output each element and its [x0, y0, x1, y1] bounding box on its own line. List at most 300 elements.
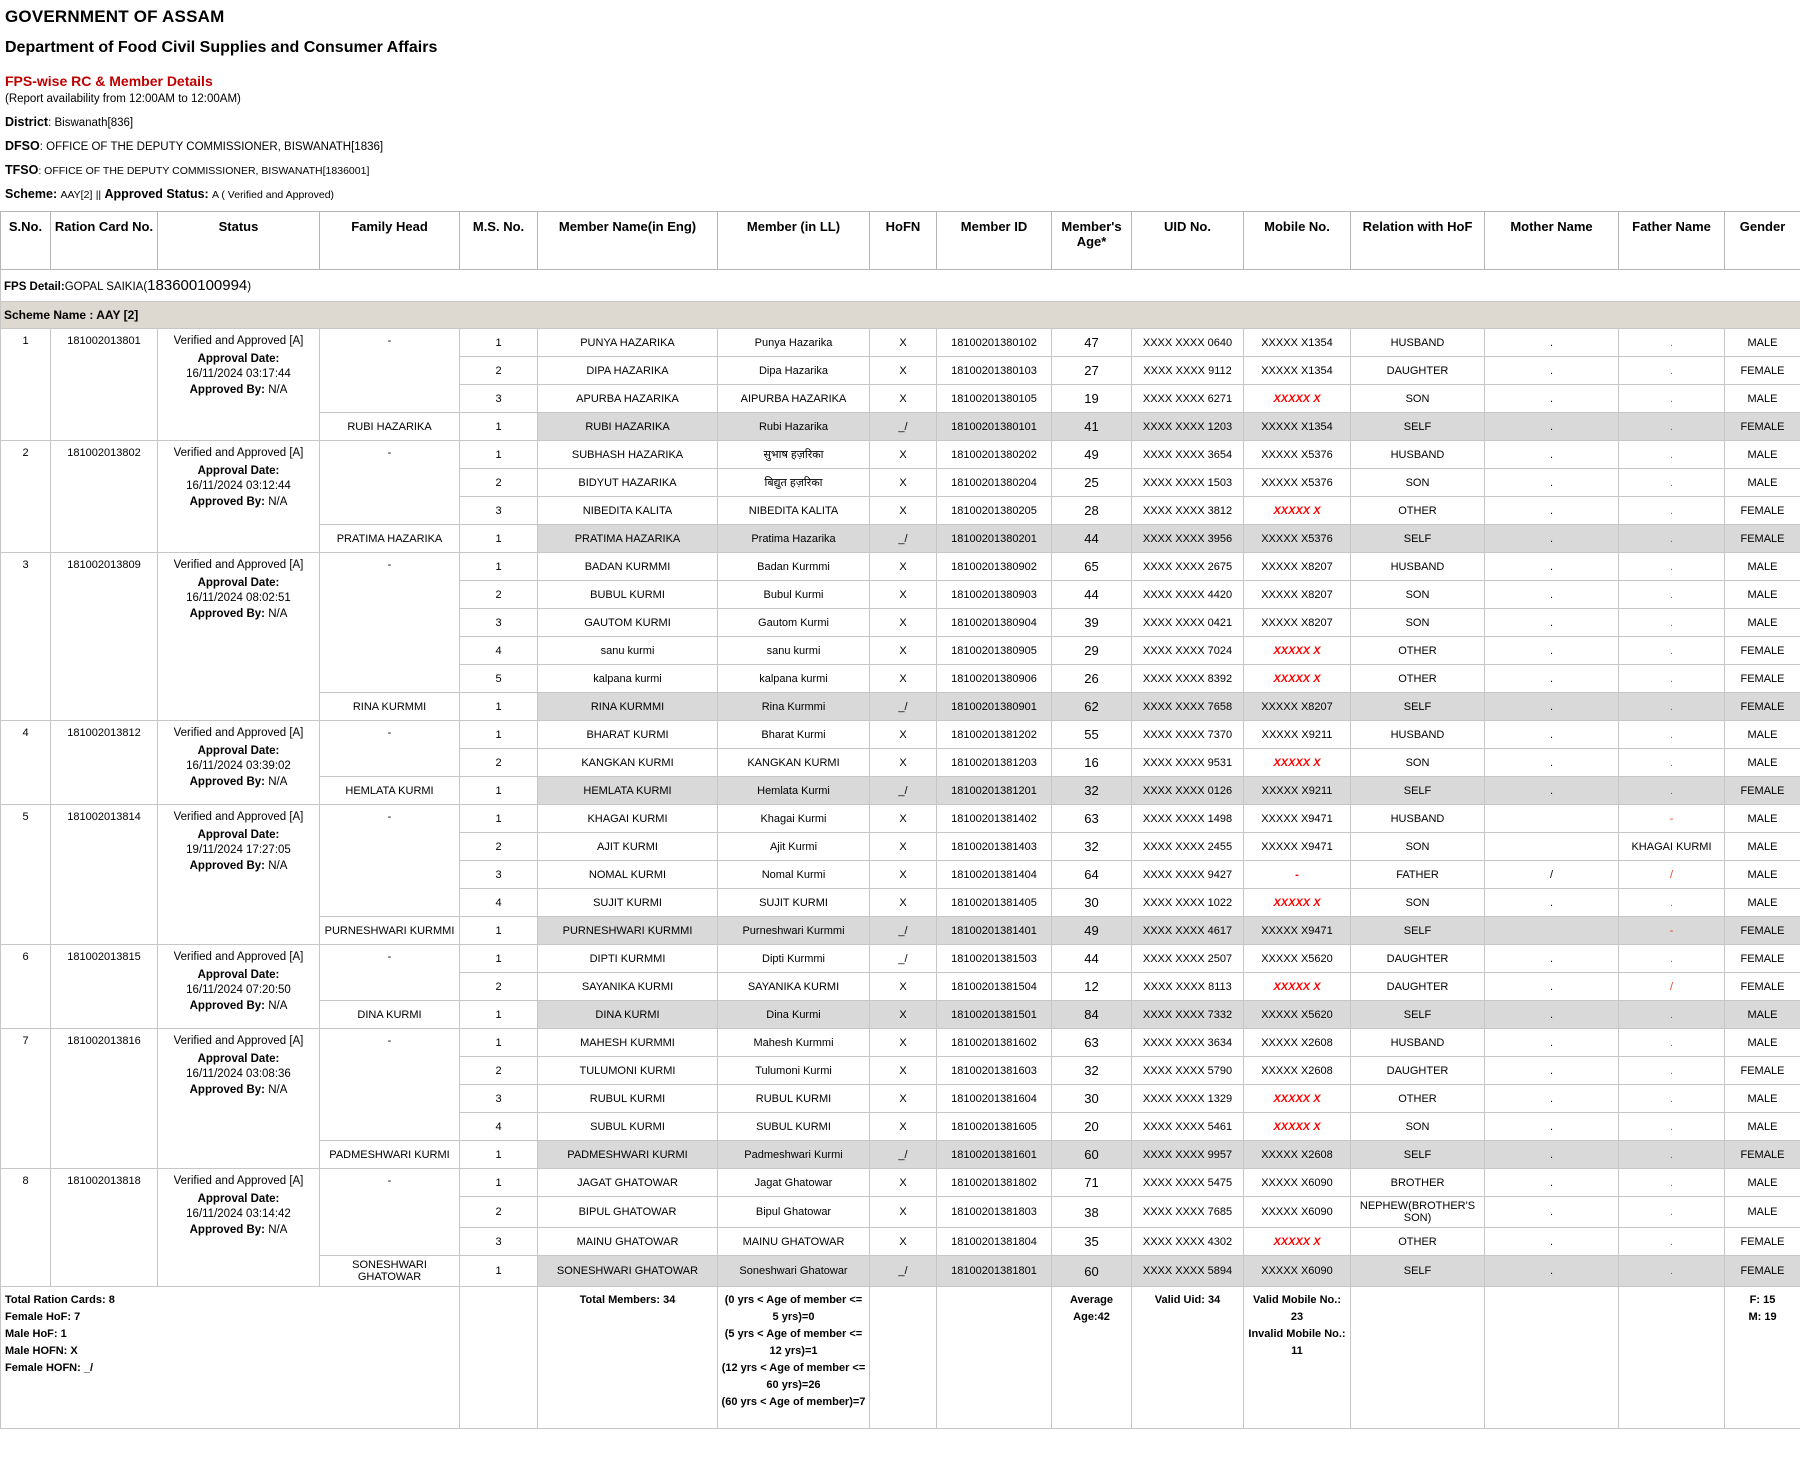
approved-by-label: Approved By: — [189, 495, 266, 508]
uid-cell: XXXX XXXX 9957 — [1132, 1141, 1244, 1169]
column-header-row — [1, 212, 1800, 270]
father-name-cell: . — [1619, 889, 1725, 917]
mother-name-cell: . — [1485, 413, 1619, 441]
relation-cell: SELF — [1351, 917, 1485, 945]
relation-cell: SELF — [1351, 1256, 1485, 1287]
mother-name-cell: . — [1485, 665, 1619, 693]
ration-card-cell: 181002013814 — [51, 805, 158, 945]
mother-name-cell: . — [1485, 1085, 1619, 1113]
column-header: Gender — [1725, 212, 1800, 270]
member-name-ll-cell: Rina Kurmmi — [718, 693, 870, 721]
member-id-cell: 18100201381401 — [937, 917, 1052, 945]
member-id-cell: 18100201380202 — [937, 441, 1052, 469]
member-name-ll-cell: बिद्युत हज़रिका — [718, 469, 870, 497]
gender-cell: MALE — [1725, 581, 1800, 609]
member-name-ll-cell: NIBEDITA KALITA — [718, 497, 870, 525]
scheme-value: AAY[2] — [60, 189, 93, 201]
father-name-cell: . — [1619, 665, 1725, 693]
member-row — [1, 1029, 1800, 1057]
family-head-cell: RUBI HAZARIKA — [320, 413, 460, 441]
relation-cell: FATHER — [1351, 861, 1485, 889]
tfso-line — [5, 163, 1800, 177]
column-header: Father Name — [1619, 212, 1725, 270]
msno-cell: 5 — [460, 665, 538, 693]
gender-cell: FEMALE — [1725, 497, 1800, 525]
approved-by-value: N/A — [268, 775, 288, 788]
relation-cell: SON — [1351, 889, 1485, 917]
approved-by-label: Approved By: — [189, 999, 266, 1012]
member-name-ll-cell: Nomal Kurmi — [718, 861, 870, 889]
family-head-cell: PURNESHWARI KURMMI — [320, 917, 460, 945]
sno-cell: 5 — [1, 805, 51, 945]
fps-name: GOPAL SAIKIA( — [64, 281, 148, 293]
father-name-cell: . — [1619, 469, 1725, 497]
summary-row — [1, 1287, 1800, 1429]
district-value: : Biswanath[836] — [48, 117, 134, 129]
dfso-value: : OFFICE OF THE DEPUTY COMMISSIONER, BISWANATH[1836] — [39, 141, 384, 153]
msno-cell: 2 — [460, 357, 538, 385]
mobile-cell: XXXXX X8207 — [1244, 553, 1351, 581]
gender-cell: MALE — [1725, 1197, 1800, 1228]
relation-cell: OTHER — [1351, 1228, 1485, 1256]
invalid-mobile-count: Invalid Mobile No.: 11 — [1248, 1328, 1346, 1358]
member-name-eng-cell: BIDYUT HAZARIKA — [538, 469, 718, 497]
msno-cell: 1 — [460, 329, 538, 357]
hofn-cell: X — [870, 1057, 937, 1085]
uid-cell: XXXX XXXX 5790 — [1132, 1057, 1244, 1085]
mobile-cell: XXXXX X5376 — [1244, 469, 1351, 497]
uid-cell: XXXX XXXX 5475 — [1132, 1169, 1244, 1197]
uid-cell: XXXX XXXX 0640 — [1132, 329, 1244, 357]
mobile-cell: XXXXX X9471 — [1244, 917, 1351, 945]
relation-cell: SON — [1351, 469, 1485, 497]
relation-cell: DAUGHTER — [1351, 1057, 1485, 1085]
member-age-cell: 65 — [1052, 553, 1132, 581]
relation-cell: SON — [1351, 581, 1485, 609]
member-age-cell: 62 — [1052, 693, 1132, 721]
hofn-cell: _/ — [870, 1141, 937, 1169]
average-age-cell: Average Age:42 — [1052, 1287, 1132, 1429]
member-name-eng-cell: HEMLATA KURMI — [538, 777, 718, 805]
father-name-cell: . — [1619, 637, 1725, 665]
gender-cell: MALE — [1725, 609, 1800, 637]
member-id-cell: 18100201381603 — [937, 1057, 1052, 1085]
father-name-cell: / — [1619, 973, 1725, 1001]
member-name-eng-cell: AJIT KURMI — [538, 833, 718, 861]
ration-card-cell: 181002013815 — [51, 945, 158, 1029]
relation-cell: SON — [1351, 609, 1485, 637]
member-name-ll-cell: Dipti Kurmmi — [718, 945, 870, 973]
approval-date-value: 16/11/2024 03:14:42 — [186, 1208, 291, 1221]
approved-by-line — [161, 1223, 316, 1239]
sno-cell: 3 — [1, 553, 51, 721]
empty-father-foot-cell — [1619, 1287, 1725, 1429]
family-head-dash-cell: - — [320, 945, 460, 1001]
mother-name-cell: . — [1485, 693, 1619, 721]
father-name-cell: KHAGAI KURMI — [1619, 833, 1725, 861]
mobile-cell: XXXXX X5620 — [1244, 945, 1351, 973]
tfso-label: TFSO — [5, 163, 39, 177]
member-age-cell: 27 — [1052, 357, 1132, 385]
approval-date-label: Approval Date: — [197, 352, 280, 365]
uid-cell: XXXX XXXX 9427 — [1132, 861, 1244, 889]
father-name-cell: . — [1619, 1197, 1725, 1228]
family-head-cell: PADMESHWARI KURMI — [320, 1141, 460, 1169]
member-name-eng-cell: BUBUL KURMI — [538, 581, 718, 609]
member-age-cell: 32 — [1052, 777, 1132, 805]
uid-cell: XXXX XXXX 7024 — [1132, 637, 1244, 665]
hofn-cell: _/ — [870, 693, 937, 721]
father-name-cell: - — [1619, 917, 1725, 945]
member-name-eng-cell: MAINU GHATOWAR — [538, 1228, 718, 1256]
member-name-eng-cell: MAHESH KURMMI — [538, 1029, 718, 1057]
status-cell — [158, 1029, 320, 1169]
father-name-cell: . — [1619, 1141, 1725, 1169]
gender-cell: FEMALE — [1725, 1228, 1800, 1256]
age-bracket-5-12: (5 yrs < Age of member <= 12 yrs)=1 — [724, 1328, 863, 1358]
father-name-cell: . — [1619, 525, 1725, 553]
member-age-cell: 39 — [1052, 609, 1132, 637]
table-footer — [1, 1287, 1800, 1429]
mobile-cell: XXXXX X5376 — [1244, 441, 1351, 469]
status-text: Verified and Approved [A] — [173, 727, 304, 739]
mother-name-cell: . — [1485, 749, 1619, 777]
father-name-cell: . — [1619, 1256, 1725, 1287]
mother-name-cell: . — [1485, 1169, 1619, 1197]
relation-cell: SELF — [1351, 1001, 1485, 1029]
fps-number: 183600100994 — [147, 277, 248, 294]
department-title: Department of Food Civil Supplies and Consumer Affairs — [5, 39, 438, 56]
mother-name-cell: . — [1485, 637, 1619, 665]
msno-cell: 2 — [460, 581, 538, 609]
table-header — [1, 212, 1800, 270]
member-name-ll-cell: Rubi Hazarika — [718, 413, 870, 441]
relation-cell: SELF — [1351, 1141, 1485, 1169]
fps-detail-cell — [1, 270, 1800, 302]
member-name-ll-cell: Soneshwari Ghatowar — [718, 1256, 870, 1287]
mobile-cell: XXXXX X — [1244, 889, 1351, 917]
mobile-summary-cell — [1244, 1287, 1351, 1429]
relation-cell: HUSBAND — [1351, 805, 1485, 833]
male-hof: Male HoF: 1 — [5, 1328, 67, 1341]
member-age-cell: 20 — [1052, 1113, 1132, 1141]
column-header: Member's Age* — [1052, 212, 1132, 270]
valid-uid-cell: Valid Uid: 34 — [1132, 1287, 1244, 1429]
member-age-cell: 30 — [1052, 1085, 1132, 1113]
member-name-eng-cell: PURNESHWARI KURMMI — [538, 917, 718, 945]
ration-card-cell: 181002013801 — [51, 329, 158, 441]
msno-cell: 1 — [460, 1256, 538, 1287]
member-name-eng-cell: DIPA HAZARIKA — [538, 357, 718, 385]
relation-cell: SON — [1351, 1113, 1485, 1141]
member-name-ll-cell: Purneshwari Kurmmi — [718, 917, 870, 945]
male-hofn: Male HOFN: X — [5, 1345, 78, 1358]
member-id-cell: 18100201381404 — [937, 861, 1052, 889]
hofn-cell: X — [870, 889, 937, 917]
member-age-cell: 32 — [1052, 833, 1132, 861]
member-age-cell: 44 — [1052, 945, 1132, 973]
uid-cell: XXXX XXXX 8113 — [1132, 973, 1244, 1001]
member-age-cell: 35 — [1052, 1228, 1132, 1256]
member-name-eng-cell: KHAGAI KURMI — [538, 805, 718, 833]
empty-mother-foot-cell — [1485, 1287, 1619, 1429]
gender-cell: MALE — [1725, 805, 1800, 833]
father-name-cell: . — [1619, 777, 1725, 805]
uid-cell: XXXX XXXX 2675 — [1132, 553, 1244, 581]
status-text: Verified and Approved [A] — [173, 447, 304, 459]
mobile-cell: XXXXX X — [1244, 1228, 1351, 1256]
member-name-ll-cell: Punya Hazarika — [718, 329, 870, 357]
sno-cell: 6 — [1, 945, 51, 1029]
approval-date-value: 19/11/2024 17:27:05 — [186, 844, 291, 857]
father-name-cell: . — [1619, 357, 1725, 385]
member-age-cell: 63 — [1052, 1029, 1132, 1057]
member-id-cell: 18100201381405 — [937, 889, 1052, 917]
approved-by-label: Approved By: — [189, 383, 266, 396]
column-header: Family Head — [320, 212, 460, 270]
hofn-cell: X — [870, 1113, 937, 1141]
member-name-ll-cell: Hemlata Kurmi — [718, 777, 870, 805]
member-id-cell: 18100201380902 — [937, 553, 1052, 581]
msno-cell: 4 — [460, 889, 538, 917]
mother-name-cell: . — [1485, 1141, 1619, 1169]
uid-cell: XXXX XXXX 0126 — [1132, 777, 1244, 805]
msno-cell: 3 — [460, 385, 538, 413]
member-name-ll-cell: Khagai Kurmi — [718, 805, 870, 833]
dfso-line — [5, 139, 1800, 153]
member-name-ll-cell: SAYANIKA KURMI — [718, 973, 870, 1001]
msno-cell: 2 — [460, 469, 538, 497]
member-id-cell: 18100201381403 — [937, 833, 1052, 861]
member-age-cell: 32 — [1052, 1057, 1132, 1085]
member-age-cell: 84 — [1052, 1001, 1132, 1029]
mother-name-cell: . — [1485, 889, 1619, 917]
msno-cell: 1 — [460, 945, 538, 973]
member-id-cell: 18100201380201 — [937, 525, 1052, 553]
member-name-eng-cell: DIPTI KURMMI — [538, 945, 718, 973]
approved-status-value: A ( Verified and Approved) — [212, 189, 335, 201]
approval-date-label: Approval Date: — [197, 464, 280, 477]
male-count: M: 19 — [1748, 1311, 1777, 1324]
member-id-cell: 18100201381203 — [937, 749, 1052, 777]
mother-name-cell: . — [1485, 581, 1619, 609]
member-name-ll-cell: सुभाष हज़रिका — [718, 441, 870, 469]
member-name-ll-cell: Bipul Ghatowar — [718, 1197, 870, 1228]
mother-name-cell — [1485, 805, 1619, 833]
family-head-cell: RINA KURMMI — [320, 693, 460, 721]
member-id-cell: 18100201380204 — [937, 469, 1052, 497]
relation-cell: DAUGHTER — [1351, 973, 1485, 1001]
gender-cell: FEMALE — [1725, 413, 1800, 441]
mobile-cell: XXXXX X2608 — [1244, 1029, 1351, 1057]
status-cell — [158, 805, 320, 945]
rc-member-table — [0, 211, 1800, 1429]
table-body — [1, 329, 1800, 1287]
uid-cell: XXXX XXXX 9531 — [1132, 749, 1244, 777]
member-age-cell: 47 — [1052, 329, 1132, 357]
tfso-value: : OFFICE OF THE DEPUTY COMMISSIONER, BISWANATH[1836001] — [38, 165, 370, 177]
member-row — [1, 553, 1800, 581]
member-age-cell: 41 — [1052, 413, 1132, 441]
dfso-label: DFSO — [5, 139, 40, 153]
mobile-cell: XXXXX X8207 — [1244, 609, 1351, 637]
column-header: S.No. — [1, 212, 51, 270]
separator: || — [95, 189, 102, 201]
hofn-cell: _/ — [870, 917, 937, 945]
father-name-cell: . — [1619, 1085, 1725, 1113]
approved-by-label: Approved By: — [189, 1223, 266, 1236]
approved-by-value: N/A — [268, 999, 288, 1012]
uid-cell: XXXX XXXX 1498 — [1132, 805, 1244, 833]
member-id-cell: 18100201380102 — [937, 329, 1052, 357]
scheme-name-cell: Scheme Name : AAY [2] — [1, 302, 1800, 329]
hofn-cell: _/ — [870, 413, 937, 441]
msno-cell: 2 — [460, 749, 538, 777]
father-name-cell: . — [1619, 329, 1725, 357]
relation-cell: SELF — [1351, 777, 1485, 805]
member-id-cell: 18100201381605 — [937, 1113, 1052, 1141]
member-name-eng-cell: sanu kurmi — [538, 637, 718, 665]
mother-name-cell: . — [1485, 973, 1619, 1001]
member-name-eng-cell: SAYANIKA KURMI — [538, 973, 718, 1001]
mother-name-cell — [1485, 833, 1619, 861]
gender-cell: FEMALE — [1725, 693, 1800, 721]
female-hofn: Female HOFN: _/ — [5, 1362, 94, 1375]
father-name-cell: . — [1619, 1228, 1725, 1256]
member-id-cell: 18100201381601 — [937, 1141, 1052, 1169]
mother-name-cell: . — [1485, 1113, 1619, 1141]
mobile-cell: XXXXX X — [1244, 665, 1351, 693]
column-header: HoFN — [870, 212, 937, 270]
approval-date-value: 16/11/2024 07:20:50 — [186, 984, 291, 997]
gender-cell: FEMALE — [1725, 777, 1800, 805]
relation-cell: DAUGHTER — [1351, 357, 1485, 385]
father-name-cell: . — [1619, 693, 1725, 721]
father-name-cell: . — [1619, 581, 1725, 609]
status-text: Verified and Approved [A] — [173, 811, 304, 823]
member-name-eng-cell: DINA KURMI — [538, 1001, 718, 1029]
member-row — [1, 441, 1800, 469]
member-age-cell: 49 — [1052, 441, 1132, 469]
member-name-ll-cell: Jagat Ghatowar — [718, 1169, 870, 1197]
relation-cell: HUSBAND — [1351, 441, 1485, 469]
msno-cell: 3 — [460, 1085, 538, 1113]
fps-detail-row — [1, 270, 1800, 302]
msno-cell: 3 — [460, 861, 538, 889]
mobile-cell: XXXXX X — [1244, 749, 1351, 777]
hofn-cell: X — [870, 1169, 937, 1197]
approval-date-value: 16/11/2024 08:02:51 — [186, 592, 291, 605]
column-header: Mother Name — [1485, 212, 1619, 270]
hofn-cell: X — [870, 1085, 937, 1113]
father-name-cell: . — [1619, 1029, 1725, 1057]
status-cell — [158, 1169, 320, 1287]
hofn-cell: X — [870, 609, 937, 637]
mother-name-cell: . — [1485, 721, 1619, 749]
column-header: UID No. — [1132, 212, 1244, 270]
gender-cell: FEMALE — [1725, 357, 1800, 385]
uid-cell: XXXX XXXX 4617 — [1132, 917, 1244, 945]
member-name-eng-cell: SUJIT KURMI — [538, 889, 718, 917]
father-name-cell: . — [1619, 497, 1725, 525]
mobile-cell: XXXXX X5376 — [1244, 525, 1351, 553]
uid-cell: XXXX XXXX 1203 — [1132, 413, 1244, 441]
mobile-cell: XXXXX X6090 — [1244, 1256, 1351, 1287]
member-name-eng-cell: BADAN KURMMI — [538, 553, 718, 581]
gender-cell: FEMALE — [1725, 525, 1800, 553]
family-head-dash-cell: - — [320, 805, 460, 917]
hofn-cell: X — [870, 553, 937, 581]
age-bracket-12-60: (12 yrs < Age of member <= 60 yrs)=26 — [721, 1362, 866, 1392]
msno-cell: 1 — [460, 805, 538, 833]
member-age-cell: 12 — [1052, 973, 1132, 1001]
gender-cell: MALE — [1725, 749, 1800, 777]
msno-cell: 2 — [460, 833, 538, 861]
msno-cell: 1 — [460, 1141, 538, 1169]
ration-card-cell: 181002013802 — [51, 441, 158, 553]
mobile-cell: XXXXX X8207 — [1244, 581, 1351, 609]
column-header: Member (in LL) — [718, 212, 870, 270]
mobile-cell: XXXXX X1354 — [1244, 413, 1351, 441]
relation-cell: OTHER — [1351, 1085, 1485, 1113]
district-label: District — [5, 115, 49, 129]
approved-by-line — [161, 495, 316, 511]
mother-name-cell: . — [1485, 1001, 1619, 1029]
member-name-eng-cell: BIPUL GHATOWAR — [538, 1197, 718, 1228]
uid-cell: XXXX XXXX 2507 — [1132, 945, 1244, 973]
member-name-ll-cell: SUJIT KURMI — [718, 889, 870, 917]
sno-cell: 2 — [1, 441, 51, 553]
status-text: Verified and Approved [A] — [173, 335, 304, 347]
member-age-cell: 49 — [1052, 917, 1132, 945]
member-name-ll-cell: Dipa Hazarika — [718, 357, 870, 385]
gender-cell: MALE — [1725, 1001, 1800, 1029]
mobile-cell: XXXXX X — [1244, 1085, 1351, 1113]
empty-relation-foot-cell — [1351, 1287, 1485, 1429]
father-name-cell: . — [1619, 385, 1725, 413]
gender-cell: MALE — [1725, 1029, 1800, 1057]
family-head-cell: SONESHWARI GHATOWAR — [320, 1256, 460, 1287]
table-meta-rows — [1, 270, 1800, 329]
approval-date-value: 16/11/2024 03:39:02 — [186, 760, 291, 773]
msno-cell: 1 — [460, 777, 538, 805]
mobile-cell: XXXXX X9471 — [1244, 805, 1351, 833]
hofn-cell: X — [870, 441, 937, 469]
member-name-ll-cell: Ajit Kurmi — [718, 833, 870, 861]
hofn-cell: X — [870, 833, 937, 861]
family-head-cell: PRATIMA HAZARIKA — [320, 525, 460, 553]
approved-by-label: Approved By: — [189, 607, 266, 620]
uid-cell: XXXX XXXX 2455 — [1132, 833, 1244, 861]
member-name-ll-cell: Pratima Hazarika — [718, 525, 870, 553]
msno-cell: 4 — [460, 1113, 538, 1141]
member-age-cell: 28 — [1052, 497, 1132, 525]
member-id-cell: 18100201381202 — [937, 721, 1052, 749]
mother-name-cell: . — [1485, 553, 1619, 581]
member-id-cell: 18100201381504 — [937, 973, 1052, 1001]
approved-by-line — [161, 607, 316, 623]
uid-cell: XXXX XXXX 1503 — [1132, 469, 1244, 497]
member-id-cell: 18100201380103 — [937, 357, 1052, 385]
gender-cell: MALE — [1725, 441, 1800, 469]
column-header: Member ID — [937, 212, 1052, 270]
member-id-cell: 18100201380901 — [937, 693, 1052, 721]
member-name-eng-cell: PRATIMA HAZARIKA — [538, 525, 718, 553]
gender-cell: MALE — [1725, 861, 1800, 889]
member-id-cell: 18100201381501 — [937, 1001, 1052, 1029]
scheme-name-row — [1, 302, 1800, 329]
member-name-eng-cell: NIBEDITA KALITA — [538, 497, 718, 525]
